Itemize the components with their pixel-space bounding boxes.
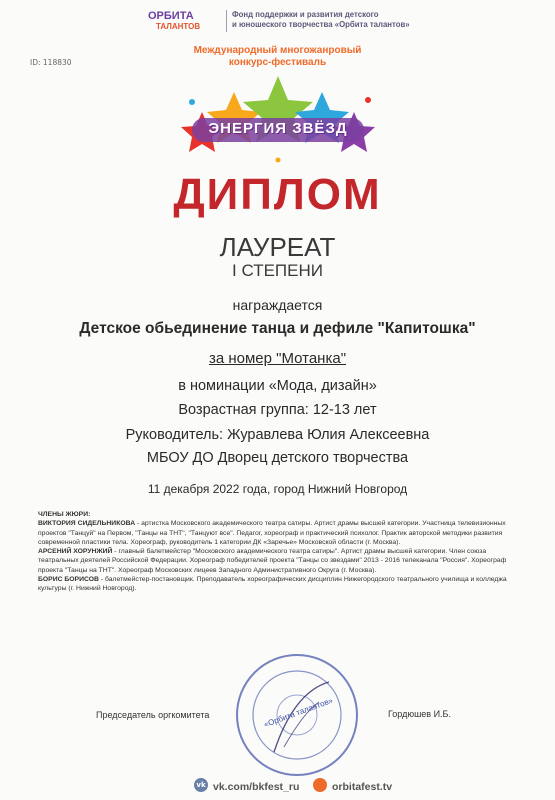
awarded-label: награждается	[232, 297, 323, 313]
stamp-text: «Орбита талантов»	[262, 695, 335, 730]
jury-member	[38, 519, 528, 547]
fund-line-2: и юношеского творчества «Орбита талантов»	[232, 20, 410, 29]
fund-line-1: Фонд поддержки и развития детского	[232, 10, 379, 19]
leader: Руководитель: Журавлева Юлия Алексеевна	[125, 427, 430, 443]
act-name: за номер "Мотанка"	[208, 350, 347, 367]
jury-member	[38, 575, 528, 594]
orbita-logo	[148, 10, 218, 34]
logo-top-text: ОРБИТА	[148, 10, 194, 22]
festival-stars-logo	[172, 72, 384, 172]
vk-link[interactable]: vk.com/bkfest_ru	[213, 781, 300, 793]
signer-name: Гордюшев И.Б.	[388, 709, 451, 719]
date-place: 11 декабря 2022 года, город Нижний Новгород	[147, 482, 408, 496]
chairman-label: Председатель оргкомитета	[96, 710, 210, 720]
jury-section	[38, 510, 528, 594]
festival-line-1: Международный многожанровый	[193, 45, 362, 56]
site-link[interactable]: orbitafest.tv	[332, 781, 393, 793]
orbita-icon	[313, 778, 327, 792]
header-divider	[226, 10, 227, 32]
jury-member-text: - балетмейстер-постановщик. Преподаватель хореографических дисциплин Нижегородского театрального училища и колледжа культуры (г. Нижний Новгород).	[38, 576, 507, 593]
vk-icon: vk	[194, 778, 208, 792]
age-group: Возрастная группа: 12-13 лет	[178, 402, 377, 418]
jury-member-name: ВИКТОРИЯ СИДЕЛЬНИКОВА	[38, 520, 136, 528]
institution: МБОУ ДО Дворец детского творчества	[146, 450, 409, 466]
recipient-name: Детское обьединение танца и дефиле "Капитошка"	[79, 320, 476, 337]
fund-name	[232, 10, 432, 30]
jury-heading: ЧЛЕНЫ ЖЮРИ:	[38, 511, 91, 518]
jury-member	[38, 547, 528, 575]
jury-member-name: БОРИС БОРИСОВ	[38, 576, 99, 584]
jury-member-text: - главный балетмейстер "Московского академического театра сатиры". Артист драмы высшей категории. Член союза театральных деятелей Российской Федерации. Хореограф победителей проекта "Танцы со звездами" 2013 - 2016 телеканала "Россия". Хореограф проекта "Танцы на ТНТ". Хореограф Московских лицеев Западного Административного Округа (г. Москва).	[38, 548, 507, 574]
festival-line-2: конкурс-фестиваль	[228, 57, 327, 68]
document-id: ID: 118830	[30, 58, 72, 67]
logo-bottom-text: ТАЛАНТОВ	[156, 22, 201, 31]
degree-title: I СТЕПЕНИ	[232, 261, 323, 280]
diploma-title: ДИПЛОМ	[173, 170, 382, 219]
nomination: в номинации «Мода, дизайн»	[178, 378, 377, 394]
organization-stamp	[234, 652, 360, 778]
laureate-title: ЛАУРЕАТ	[219, 232, 336, 262]
festival-name: ЭНЕРГИЯ ЗВЁЗД	[208, 120, 348, 137]
jury-member-name: АРСЕНИЙ ХОРУНЖИЙ	[38, 548, 113, 556]
jury-member-text: - артистка Московского академического театра сатиры. Артист драмы высшей категории. Участница телевизионных проектов "Танцуй" на Первом, "Танцы на ТНТ", "Танцуют все". Педагог, хореограф и практический психолог. Практик авторской методики развития современной пластики тела. Хореограф, руководитель 1 категории ДК «Заречье» Московской области (г. Москва).	[38, 520, 506, 546]
